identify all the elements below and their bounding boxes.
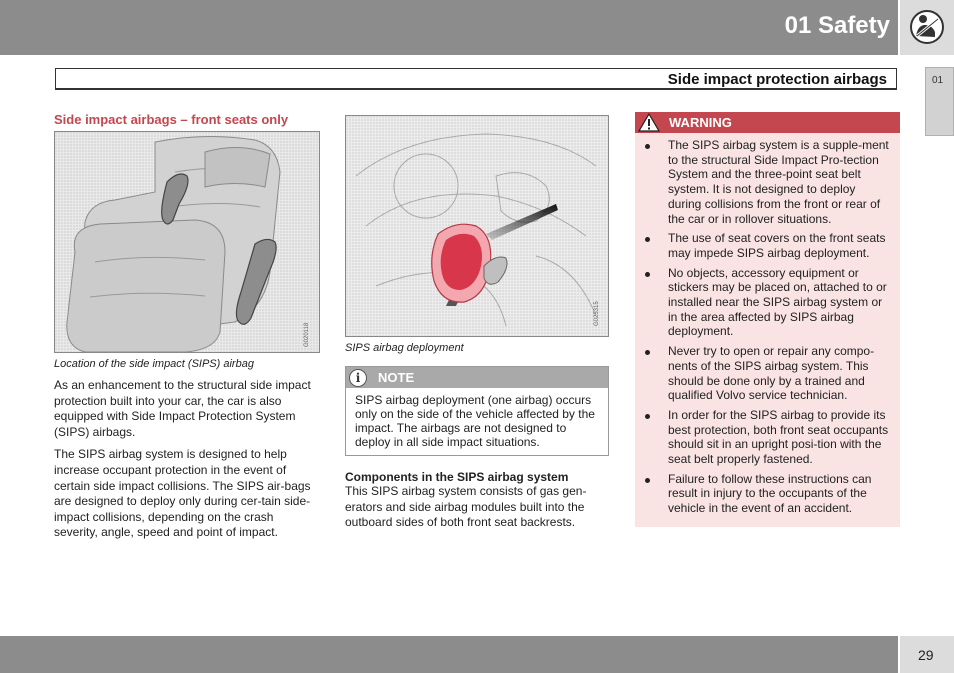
chapter-icon-box: [900, 0, 954, 55]
warning-item-text: The SIPS airbag system is a supple-ment to the structural Side Impact Pro-tection System and the three-point seat belt system. It is not designed to deploy during collisions from the front or rear of the car or in rollover situations.: [668, 138, 889, 226]
warning-header: [635, 112, 900, 133]
components-paragraph: This SIPS airbag system consists of gas gen-erators and side airbag modules built into the outboard sides of both front seat backrests.: [345, 484, 587, 530]
warning-item-text: No objects, accessory equipment or stickers may be placed on, attached to or installed near the SIPS airbag system or in the area affected by SIPS airbag deployment.: [668, 265, 887, 339]
warning-item-text: In order for the SIPS airbag to provide its best protection, both front seat occupants should sit in an upright posi-tion with the seat belt properly fastened.: [668, 407, 889, 467]
warning-item: [643, 231, 892, 260]
page-number: 29: [918, 647, 934, 663]
paragraph: The SIPS airbag system is designed to help increase occupant protection in the event of certain side impact collisions. The SIPS air-bags are designed to deploy only during cer-tain side-impact collisions, depending on the crash severity, angle, speed and point of impact.: [54, 447, 311, 540]
chapter-tab-label: 01: [932, 75, 944, 86]
warning-item: [643, 344, 892, 403]
warning-label: WARNING: [669, 115, 732, 130]
bullet-icon: [645, 478, 650, 483]
figure-caption: SIPS airbag deployment: [345, 342, 464, 354]
section-title: Side impact protection airbags: [667, 71, 887, 88]
airbag-deployment-figure: [345, 115, 609, 337]
warning-item-text: The use of seat covers on the front seats may impede SIPS airbag deployment.: [668, 231, 886, 260]
column-1: [54, 112, 320, 548]
warning-item: [643, 408, 892, 467]
warning-item: [643, 266, 892, 340]
note-label: NOTE: [378, 370, 415, 385]
note-header: [346, 367, 608, 388]
bullet-icon: [645, 237, 650, 242]
warning-box: [635, 112, 900, 527]
figure-code: G020118: [304, 322, 310, 347]
page-number-box: [900, 636, 954, 673]
warning-item-text: Failure to follow these instructions can result in injury to the occupants of the vehicle in the event of an accident.: [668, 471, 872, 516]
seatbelt-person-icon: [908, 8, 946, 46]
warning-list: [635, 133, 900, 516]
figure-code: G025315: [594, 301, 600, 326]
column-2: [345, 112, 609, 538]
figure-caption: Location of the side impact (SIPS) airbag: [54, 358, 254, 370]
info-icon: i: [349, 369, 367, 387]
bullet-icon: [645, 414, 650, 419]
chapter-title: 01 Safety: [784, 12, 890, 39]
paragraph: As an enhancement to the structural side impact protection built into your car, the car is also equipped with Side Impact Protection System (SIPS) airbags.: [54, 378, 311, 439]
warning-triangle-icon: [638, 113, 660, 132]
warning-item-text: Never try to open or repair any compo-nents of the SIPS airbag system. This should be done only by a trained and qualified Volvo service technician.: [668, 344, 875, 403]
header-bar: [0, 0, 898, 55]
column-3: [635, 112, 900, 527]
section-title-bar: [55, 68, 897, 90]
warning-item: [643, 472, 892, 516]
bullet-icon: [645, 272, 650, 277]
bullet-icon: [645, 144, 650, 149]
components-heading: Components in the SIPS airbag system: [345, 470, 569, 484]
deployment-illustration: [346, 116, 608, 336]
seat-illustration: [55, 132, 319, 352]
seat-airbag-figure: [54, 131, 320, 353]
bullet-icon: [645, 350, 650, 355]
note-box: [345, 366, 609, 456]
subhead-front-seats: Side impact airbags – front seats only: [54, 112, 289, 127]
chapter-tab[interactable]: [925, 67, 954, 136]
footer-bar: [0, 636, 898, 673]
note-text: SIPS airbag deployment (one airbag) occurs only on the side of the vehicle affected by the impact. The airbags are not designed to deploy in all side impact situations.: [355, 393, 595, 449]
warning-item: [643, 138, 892, 226]
